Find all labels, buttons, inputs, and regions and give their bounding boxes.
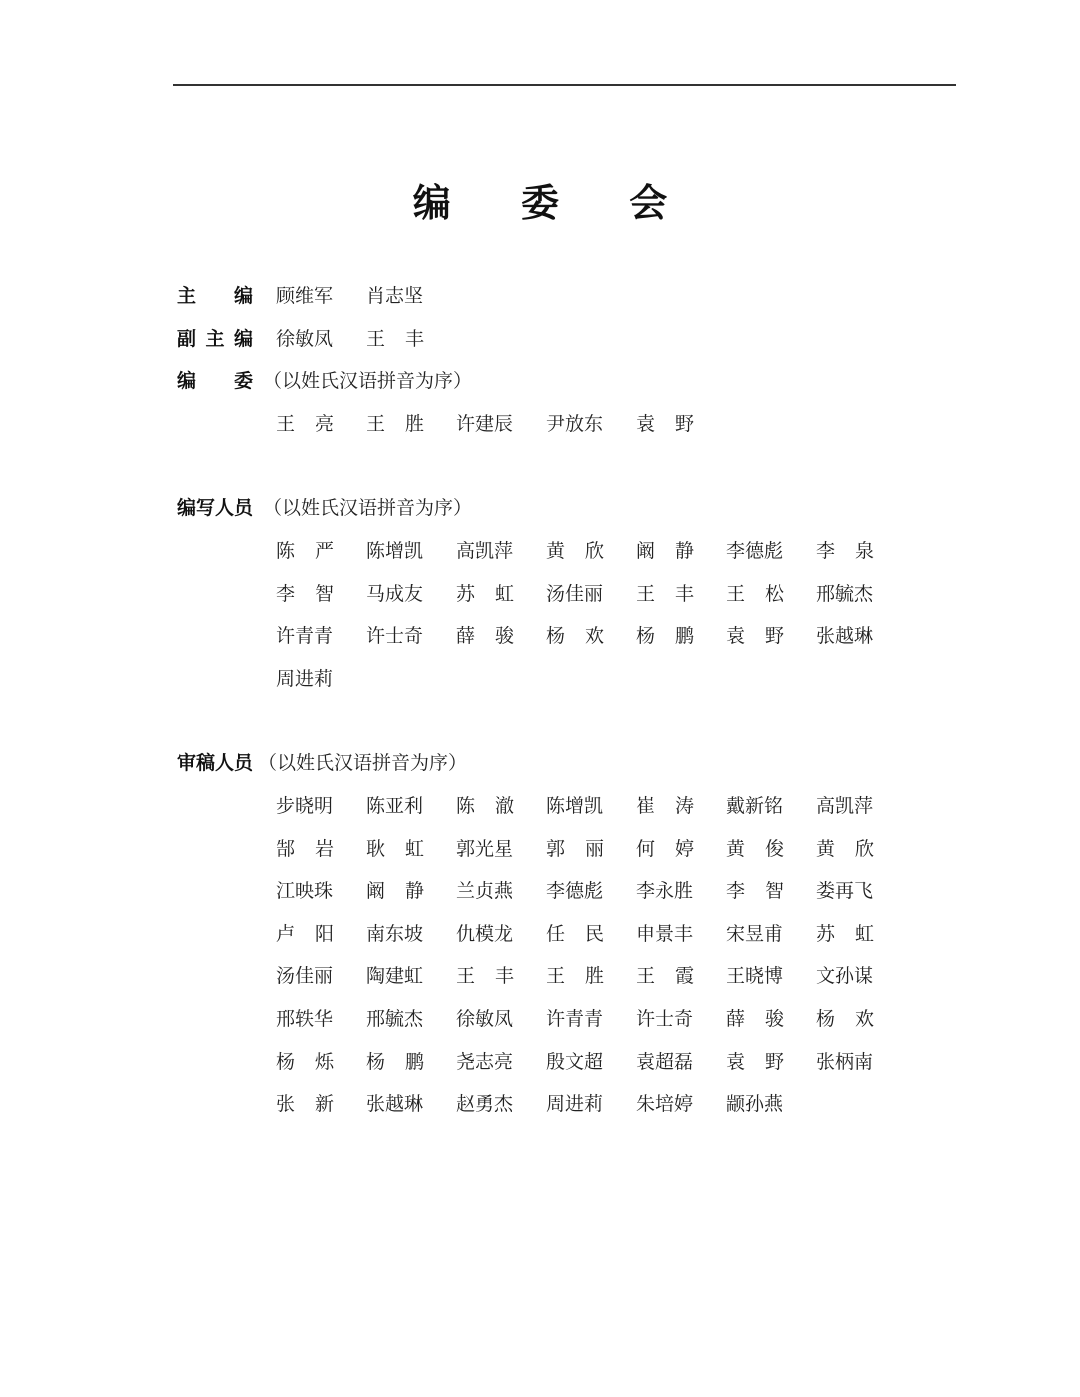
name-item: 仇 模 龙 (456, 922, 514, 945)
name-item: 徐 敏 凤 (456, 1008, 514, 1030)
name-item: 陈 亚 利 (366, 795, 424, 817)
chief-editor-label: 主 编 (177, 285, 253, 307)
name-item: 马 成 友 (366, 582, 424, 605)
name-item: 汤 佳 丽 (546, 582, 604, 605)
name-item: 李 智 (276, 582, 334, 605)
name-item: 高 凯 萍 (456, 540, 514, 562)
writers-label: 编 写 人 员 (177, 497, 254, 519)
name-item: 陈 增 凯 (366, 540, 424, 562)
name-item: 戴 新 铭 (726, 795, 784, 817)
name-item: 杨 烁 (276, 1050, 334, 1073)
name-item: 王 霞 (636, 965, 694, 988)
name-item: 许 青 青 (276, 625, 334, 648)
name-item: 王 亮 (276, 413, 334, 435)
name-item: 王 松 (726, 582, 784, 605)
name-item: 尧 志 亮 (456, 1050, 514, 1073)
name-item: 周 进 莉 (546, 1093, 604, 1116)
name-item: 黄 欣 (546, 540, 604, 562)
page-title: 编 委 会 (412, 181, 696, 225)
name-item: 杨 鹏 (636, 625, 694, 648)
name-item: 李 德 彪 (546, 880, 604, 903)
name-item: 黄 俊 (726, 837, 784, 860)
deputy-chief-editor-label: 副 主 编 (177, 328, 253, 350)
name-item: 黄 欣 (816, 837, 874, 860)
name-item: 袁 野 (636, 413, 694, 435)
name-item: 杨 欢 (816, 1008, 874, 1030)
name-item: 顾 维 军 (276, 285, 334, 307)
name-item: 薛 骏 (456, 625, 514, 648)
name-item: 陶 建 虹 (366, 965, 424, 988)
reviewers-note: （以姓氏汉语拼音为序） (258, 752, 468, 774)
name-item: 耿 虹 (366, 837, 424, 860)
editorial-board-label: 编 委 (177, 370, 253, 392)
name-item: 赵 勇 杰 (456, 1093, 514, 1116)
name-item: 兰 贞 燕 (456, 880, 514, 903)
name-item: 周 进 莉 (276, 667, 334, 690)
name-item: 尹 放 东 (546, 413, 604, 435)
name-item: 肖 志 坚 (366, 285, 424, 307)
name-item: 郜 岩 (276, 837, 334, 860)
name-item: 王 丰 (456, 965, 514, 988)
name-item: 南 东 坡 (366, 922, 424, 945)
name-item: 李 永 胜 (636, 880, 694, 903)
name-item: 张 越 琳 (366, 1093, 424, 1116)
reviewers-label: 审 稿 人 员 (177, 752, 254, 774)
name-item: 任 民 (546, 922, 604, 945)
name-item: 王 晓 博 (726, 965, 784, 988)
name-item: 陈 澈 (456, 795, 514, 817)
name-item: 徐 敏 凤 (276, 328, 334, 350)
name-item: 薛 骏 (726, 1008, 784, 1030)
name-item: 王 丰 (636, 582, 694, 605)
name-item: 殷 文 超 (546, 1050, 604, 1073)
writers-note: （以姓氏汉语拼音为序） (263, 497, 473, 519)
name-item: 苏 虹 (816, 922, 874, 945)
name-item: 王 丰 (366, 328, 424, 350)
name-item: 娄 再 飞 (816, 880, 874, 903)
name-item: 何 婷 (636, 837, 694, 860)
name-item: 阚 静 (636, 540, 694, 562)
header-rule (173, 84, 956, 86)
name-item: 邢 毓 杰 (816, 582, 874, 605)
name-item: 王 胜 (366, 413, 424, 435)
name-item: 许 士 奇 (366, 625, 424, 648)
name-item: 许 青 青 (546, 1008, 604, 1030)
name-item: 李 泉 (816, 540, 874, 562)
name-item: 杨 欢 (546, 625, 604, 648)
name-item: 颛 孙 燕 (726, 1093, 784, 1116)
name-item: 宋 昱 甫 (726, 922, 784, 945)
name-item: 崔 涛 (636, 795, 694, 817)
name-item: 邢 毓 杰 (366, 1008, 424, 1030)
name-item: 李 智 (726, 880, 784, 903)
name-item: 张 柄 南 (816, 1050, 874, 1073)
name-item: 高 凯 萍 (816, 795, 874, 817)
name-item: 李 德 彪 (726, 540, 784, 562)
name-item: 步 晓 明 (276, 795, 334, 817)
name-item: 朱 培 婷 (636, 1093, 694, 1116)
name-item: 许 建 辰 (456, 413, 514, 435)
name-item: 汤 佳 丽 (276, 965, 334, 988)
name-item: 阚 静 (366, 880, 424, 903)
name-item: 江 映 珠 (276, 880, 334, 903)
name-item: 张 越 琳 (816, 625, 874, 648)
name-item: 卢 阳 (276, 922, 334, 945)
name-item: 杨 鹏 (366, 1050, 424, 1073)
name-item: 袁 野 (726, 625, 784, 648)
name-item: 申 景 丰 (636, 922, 694, 945)
name-item: 郭 丽 (546, 837, 604, 860)
name-item: 许 士 奇 (636, 1008, 694, 1030)
name-item: 张 新 (276, 1093, 334, 1116)
name-item: 王 胜 (546, 965, 604, 988)
name-item: 邢 轶 华 (276, 1008, 334, 1030)
name-item: 袁 超 磊 (636, 1050, 694, 1073)
name-item: 苏 虹 (456, 582, 514, 605)
name-item: 陈 增 凯 (546, 795, 604, 817)
name-item: 陈 严 (276, 540, 334, 562)
editorial-board-note: （以姓氏汉语拼音为序） (263, 370, 473, 392)
name-item: 郭 光 星 (456, 837, 514, 860)
name-item: 袁 野 (726, 1050, 784, 1073)
name-item: 文 孙 谋 (816, 965, 874, 988)
